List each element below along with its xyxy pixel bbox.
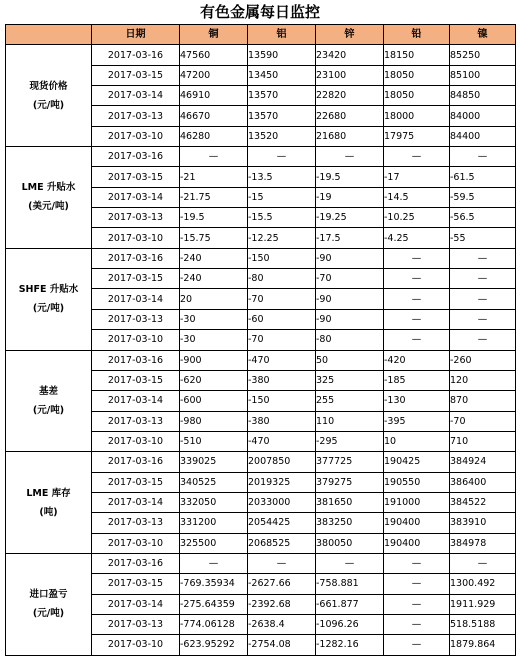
value-cell-zinc: -17.5 bbox=[316, 228, 384, 248]
section-label-line2: (元/吨) bbox=[32, 99, 65, 111]
value-cell-nickel: 1879.864 bbox=[450, 635, 516, 655]
date-cell: 2017-03-16 bbox=[92, 452, 180, 472]
value-cell-lead: 18000 bbox=[384, 106, 450, 126]
value-cell-nickel: 1911.929 bbox=[450, 594, 516, 614]
section-label-line2: (元/吨) bbox=[32, 608, 65, 620]
value-cell-aluminum: -380 bbox=[248, 411, 316, 431]
value-cell-nickel: 85100 bbox=[450, 65, 516, 85]
value-cell-zinc: 22680 bbox=[316, 106, 384, 126]
value-cell-zinc: -295 bbox=[316, 431, 384, 451]
value-cell-lead: 190550 bbox=[384, 472, 450, 492]
value-cell-copper: — bbox=[180, 553, 248, 573]
table-body bbox=[6, 45, 516, 655]
value-cell-copper: 325500 bbox=[180, 533, 248, 553]
date-cell: 2017-03-14 bbox=[92, 492, 180, 512]
value-cell-lead: -185 bbox=[384, 370, 450, 390]
value-cell-lead: — bbox=[384, 269, 450, 289]
date-cell: 2017-03-15 bbox=[92, 370, 180, 390]
value-cell-aluminum: 2007850 bbox=[248, 452, 316, 472]
value-cell-nickel: -55 bbox=[450, 228, 516, 248]
value-cell-copper: 331200 bbox=[180, 513, 248, 533]
table-row bbox=[6, 45, 516, 65]
value-cell-copper: -623.95292 bbox=[180, 635, 248, 655]
value-cell-copper: -21.75 bbox=[180, 187, 248, 207]
value-cell-nickel: 710 bbox=[450, 431, 516, 451]
date-cell: 2017-03-13 bbox=[92, 106, 180, 126]
value-cell-lead: — bbox=[384, 574, 450, 594]
value-cell-copper: -620 bbox=[180, 370, 248, 390]
value-cell-nickel: -70 bbox=[450, 411, 516, 431]
value-cell-copper: -30 bbox=[180, 330, 248, 350]
value-cell-copper: -15.75 bbox=[180, 228, 248, 248]
value-cell-nickel: — bbox=[450, 289, 516, 309]
value-cell-lead: -395 bbox=[384, 411, 450, 431]
value-cell-nickel: 383910 bbox=[450, 513, 516, 533]
value-cell-copper: 339025 bbox=[180, 452, 248, 472]
value-cell-zinc: 110 bbox=[316, 411, 384, 431]
value-cell-aluminum: 13590 bbox=[248, 45, 316, 65]
header-lead: 铅 bbox=[384, 25, 450, 45]
value-cell-aluminum: -470 bbox=[248, 431, 316, 451]
value-cell-nickel: -56.5 bbox=[450, 208, 516, 228]
value-cell-nickel: -61.5 bbox=[450, 167, 516, 187]
value-cell-aluminum: -15 bbox=[248, 187, 316, 207]
value-cell-lead: — bbox=[384, 289, 450, 309]
value-cell-aluminum: -80 bbox=[248, 269, 316, 289]
value-cell-aluminum: 2068525 bbox=[248, 533, 316, 553]
value-cell-nickel: 84000 bbox=[450, 106, 516, 126]
value-cell-nickel: — bbox=[450, 330, 516, 350]
value-cell-zinc: 23100 bbox=[316, 65, 384, 85]
value-cell-lead: -130 bbox=[384, 391, 450, 411]
value-cell-aluminum: -12.25 bbox=[248, 228, 316, 248]
value-cell-aluminum: -15.5 bbox=[248, 208, 316, 228]
value-cell-copper: 340525 bbox=[180, 472, 248, 492]
page-title: 有色金属每日监控 bbox=[199, 3, 320, 21]
value-cell-lead: 18150 bbox=[384, 45, 450, 65]
value-cell-aluminum: -2627.66 bbox=[248, 574, 316, 594]
value-cell-aluminum: -70 bbox=[248, 289, 316, 309]
value-cell-copper: 47560 bbox=[180, 45, 248, 65]
value-cell-lead: -420 bbox=[384, 350, 450, 370]
value-cell-aluminum: — bbox=[248, 147, 316, 167]
value-cell-aluminum: -150 bbox=[248, 248, 316, 268]
date-cell: 2017-03-14 bbox=[92, 86, 180, 106]
value-cell-lead: 190400 bbox=[384, 533, 450, 553]
value-cell-lead: — bbox=[384, 309, 450, 329]
value-cell-zinc: 22820 bbox=[316, 86, 384, 106]
date-cell: 2017-03-10 bbox=[92, 330, 180, 350]
value-cell-aluminum: 13450 bbox=[248, 65, 316, 85]
value-cell-zinc: -758.881 bbox=[316, 574, 384, 594]
date-cell: 2017-03-14 bbox=[92, 289, 180, 309]
value-cell-zinc: 325 bbox=[316, 370, 384, 390]
date-cell: 2017-03-15 bbox=[92, 269, 180, 289]
value-cell-aluminum: 13520 bbox=[248, 126, 316, 146]
value-cell-aluminum: -70 bbox=[248, 330, 316, 350]
value-cell-aluminum: — bbox=[248, 553, 316, 573]
section-label-line1: SHFE 升贴水 bbox=[18, 284, 79, 296]
value-cell-aluminum: 2019325 bbox=[248, 472, 316, 492]
table-row bbox=[6, 350, 516, 370]
value-cell-zinc: 383250 bbox=[316, 513, 384, 533]
date-cell: 2017-03-15 bbox=[92, 65, 180, 85]
value-cell-zinc: — bbox=[316, 147, 384, 167]
value-cell-nickel: — bbox=[450, 553, 516, 573]
table-row bbox=[6, 553, 516, 573]
value-cell-nickel: -260 bbox=[450, 350, 516, 370]
table-row bbox=[6, 147, 516, 167]
value-cell-copper: 332050 bbox=[180, 492, 248, 512]
value-cell-aluminum: -380 bbox=[248, 370, 316, 390]
value-cell-zinc: -19 bbox=[316, 187, 384, 207]
date-cell: 2017-03-15 bbox=[92, 574, 180, 594]
metals-monitor-table bbox=[5, 24, 516, 656]
value-cell-nickel: 1300.492 bbox=[450, 574, 516, 594]
value-cell-aluminum: -60 bbox=[248, 309, 316, 329]
value-cell-zinc: -1282.16 bbox=[316, 635, 384, 655]
date-cell: 2017-03-13 bbox=[92, 513, 180, 533]
section-label-import-pl bbox=[6, 553, 92, 655]
value-cell-lead: 10 bbox=[384, 431, 450, 451]
section-label-line2: (元/吨) bbox=[32, 404, 65, 416]
value-cell-zinc: 380050 bbox=[316, 533, 384, 553]
section-label-lme-premium bbox=[6, 147, 92, 249]
section-label-line1: 进口盈亏 bbox=[29, 589, 68, 601]
value-cell-nickel: -59.5 bbox=[450, 187, 516, 207]
value-cell-nickel: 518.5188 bbox=[450, 614, 516, 634]
value-cell-lead: — bbox=[384, 614, 450, 634]
value-cell-aluminum: -470 bbox=[248, 350, 316, 370]
value-cell-lead: -10.25 bbox=[384, 208, 450, 228]
value-cell-lead: — bbox=[384, 553, 450, 573]
value-cell-copper: -769.35934 bbox=[180, 574, 248, 594]
value-cell-copper: -30 bbox=[180, 309, 248, 329]
value-cell-zinc: -661.877 bbox=[316, 594, 384, 614]
date-cell: 2017-03-10 bbox=[92, 533, 180, 553]
section-label-line1: 基差 bbox=[38, 385, 58, 397]
value-cell-aluminum: 2033000 bbox=[248, 492, 316, 512]
value-cell-copper: -600 bbox=[180, 391, 248, 411]
value-cell-copper: 46280 bbox=[180, 126, 248, 146]
section-label-line1: LME 库存 bbox=[26, 487, 71, 499]
value-cell-nickel: — bbox=[450, 309, 516, 329]
value-cell-nickel: — bbox=[450, 248, 516, 268]
value-cell-zinc: -19.5 bbox=[316, 167, 384, 187]
value-cell-lead: — bbox=[384, 147, 450, 167]
value-cell-nickel: 85250 bbox=[450, 45, 516, 65]
value-cell-copper: -275.64359 bbox=[180, 594, 248, 614]
section-label-line2: (美元/吨) bbox=[28, 201, 69, 213]
date-cell: 2017-03-13 bbox=[92, 614, 180, 634]
value-cell-aluminum: 13570 bbox=[248, 106, 316, 126]
value-cell-zinc: 377725 bbox=[316, 452, 384, 472]
section-label-lme-stock bbox=[6, 452, 92, 554]
value-cell-nickel: 384522 bbox=[450, 492, 516, 512]
value-cell-nickel: 84400 bbox=[450, 126, 516, 146]
value-cell-copper: -19.5 bbox=[180, 208, 248, 228]
value-cell-aluminum: 13570 bbox=[248, 86, 316, 106]
value-cell-copper: -510 bbox=[180, 431, 248, 451]
header-nickel: 镍 bbox=[450, 25, 516, 45]
value-cell-zinc: -90 bbox=[316, 289, 384, 309]
value-cell-nickel: 120 bbox=[450, 370, 516, 390]
date-cell: 2017-03-16 bbox=[92, 553, 180, 573]
value-cell-aluminum: -13.5 bbox=[248, 167, 316, 187]
value-cell-lead: — bbox=[384, 330, 450, 350]
date-cell: 2017-03-13 bbox=[92, 208, 180, 228]
value-cell-aluminum: -2638.4 bbox=[248, 614, 316, 634]
value-cell-lead: -14.5 bbox=[384, 187, 450, 207]
section-label-line2: (元/吨) bbox=[32, 303, 65, 315]
date-cell: 2017-03-16 bbox=[92, 248, 180, 268]
value-cell-copper: -240 bbox=[180, 269, 248, 289]
value-cell-zinc: 255 bbox=[316, 391, 384, 411]
date-cell: 2017-03-13 bbox=[92, 411, 180, 431]
value-cell-zinc: 50 bbox=[316, 350, 384, 370]
value-cell-zinc: 23420 bbox=[316, 45, 384, 65]
date-cell: 2017-03-16 bbox=[92, 45, 180, 65]
value-cell-copper: 46670 bbox=[180, 106, 248, 126]
value-cell-nickel: 384978 bbox=[450, 533, 516, 553]
value-cell-copper: -980 bbox=[180, 411, 248, 431]
date-cell: 2017-03-14 bbox=[92, 187, 180, 207]
header-aluminum: 铝 bbox=[248, 25, 316, 45]
header-copper: 铜 bbox=[180, 25, 248, 45]
value-cell-copper: 46910 bbox=[180, 86, 248, 106]
value-cell-zinc: -80 bbox=[316, 330, 384, 350]
value-cell-zinc: -19.25 bbox=[316, 208, 384, 228]
section-label-basis bbox=[6, 350, 92, 452]
value-cell-nickel: — bbox=[450, 269, 516, 289]
value-cell-lead: 17975 bbox=[384, 126, 450, 146]
date-cell: 2017-03-14 bbox=[92, 594, 180, 614]
table-row bbox=[6, 248, 516, 268]
section-label-spot bbox=[6, 45, 92, 147]
value-cell-copper: — bbox=[180, 147, 248, 167]
value-cell-zinc: 381650 bbox=[316, 492, 384, 512]
value-cell-lead: -4.25 bbox=[384, 228, 450, 248]
value-cell-nickel: — bbox=[450, 147, 516, 167]
value-cell-lead: 18050 bbox=[384, 86, 450, 106]
value-cell-lead: 18050 bbox=[384, 65, 450, 85]
value-cell-zinc: -70 bbox=[316, 269, 384, 289]
section-label-line1: LME 升贴水 bbox=[21, 182, 76, 194]
value-cell-copper: -240 bbox=[180, 248, 248, 268]
date-cell: 2017-03-13 bbox=[92, 309, 180, 329]
section-label-shfe-premium bbox=[6, 248, 92, 350]
date-cell: 2017-03-16 bbox=[92, 350, 180, 370]
date-cell: 2017-03-15 bbox=[92, 472, 180, 492]
date-cell: 2017-03-10 bbox=[92, 431, 180, 451]
value-cell-copper: -774.06128 bbox=[180, 614, 248, 634]
date-cell: 2017-03-10 bbox=[92, 126, 180, 146]
value-cell-copper: -900 bbox=[180, 350, 248, 370]
value-cell-lead: -17 bbox=[384, 167, 450, 187]
value-cell-aluminum: 2054425 bbox=[248, 513, 316, 533]
value-cell-lead: — bbox=[384, 635, 450, 655]
value-cell-nickel: 84850 bbox=[450, 86, 516, 106]
value-cell-zinc: -90 bbox=[316, 248, 384, 268]
value-cell-aluminum: -2754.08 bbox=[248, 635, 316, 655]
value-cell-aluminum: -150 bbox=[248, 391, 316, 411]
value-cell-lead: 191000 bbox=[384, 492, 450, 512]
value-cell-lead: — bbox=[384, 594, 450, 614]
header-zinc: 锌 bbox=[316, 25, 384, 45]
value-cell-zinc: — bbox=[316, 553, 384, 573]
date-cell: 2017-03-14 bbox=[92, 391, 180, 411]
value-cell-nickel: 384924 bbox=[450, 452, 516, 472]
value-cell-nickel: 386400 bbox=[450, 472, 516, 492]
value-cell-zinc: 379275 bbox=[316, 472, 384, 492]
date-cell: 2017-03-10 bbox=[92, 635, 180, 655]
value-cell-zinc: 21680 bbox=[316, 126, 384, 146]
value-cell-aluminum: -2392.68 bbox=[248, 594, 316, 614]
header-date: 日期 bbox=[92, 25, 180, 45]
header-row bbox=[6, 25, 516, 45]
value-cell-lead: 190425 bbox=[384, 452, 450, 472]
value-cell-lead: 190400 bbox=[384, 513, 450, 533]
header-blank bbox=[6, 25, 92, 45]
value-cell-lead: — bbox=[384, 248, 450, 268]
value-cell-zinc: -1096.26 bbox=[316, 614, 384, 634]
value-cell-nickel: 870 bbox=[450, 391, 516, 411]
date-cell: 2017-03-15 bbox=[92, 167, 180, 187]
date-cell: 2017-03-10 bbox=[92, 228, 180, 248]
value-cell-copper: 47200 bbox=[180, 65, 248, 85]
value-cell-copper: 20 bbox=[180, 289, 248, 309]
table-row bbox=[6, 452, 516, 472]
section-label-line2: (吨) bbox=[39, 506, 58, 518]
date-cell: 2017-03-16 bbox=[92, 147, 180, 167]
value-cell-copper: -21 bbox=[180, 167, 248, 187]
section-label-line1: 现货价格 bbox=[29, 80, 68, 92]
value-cell-zinc: -90 bbox=[316, 309, 384, 329]
